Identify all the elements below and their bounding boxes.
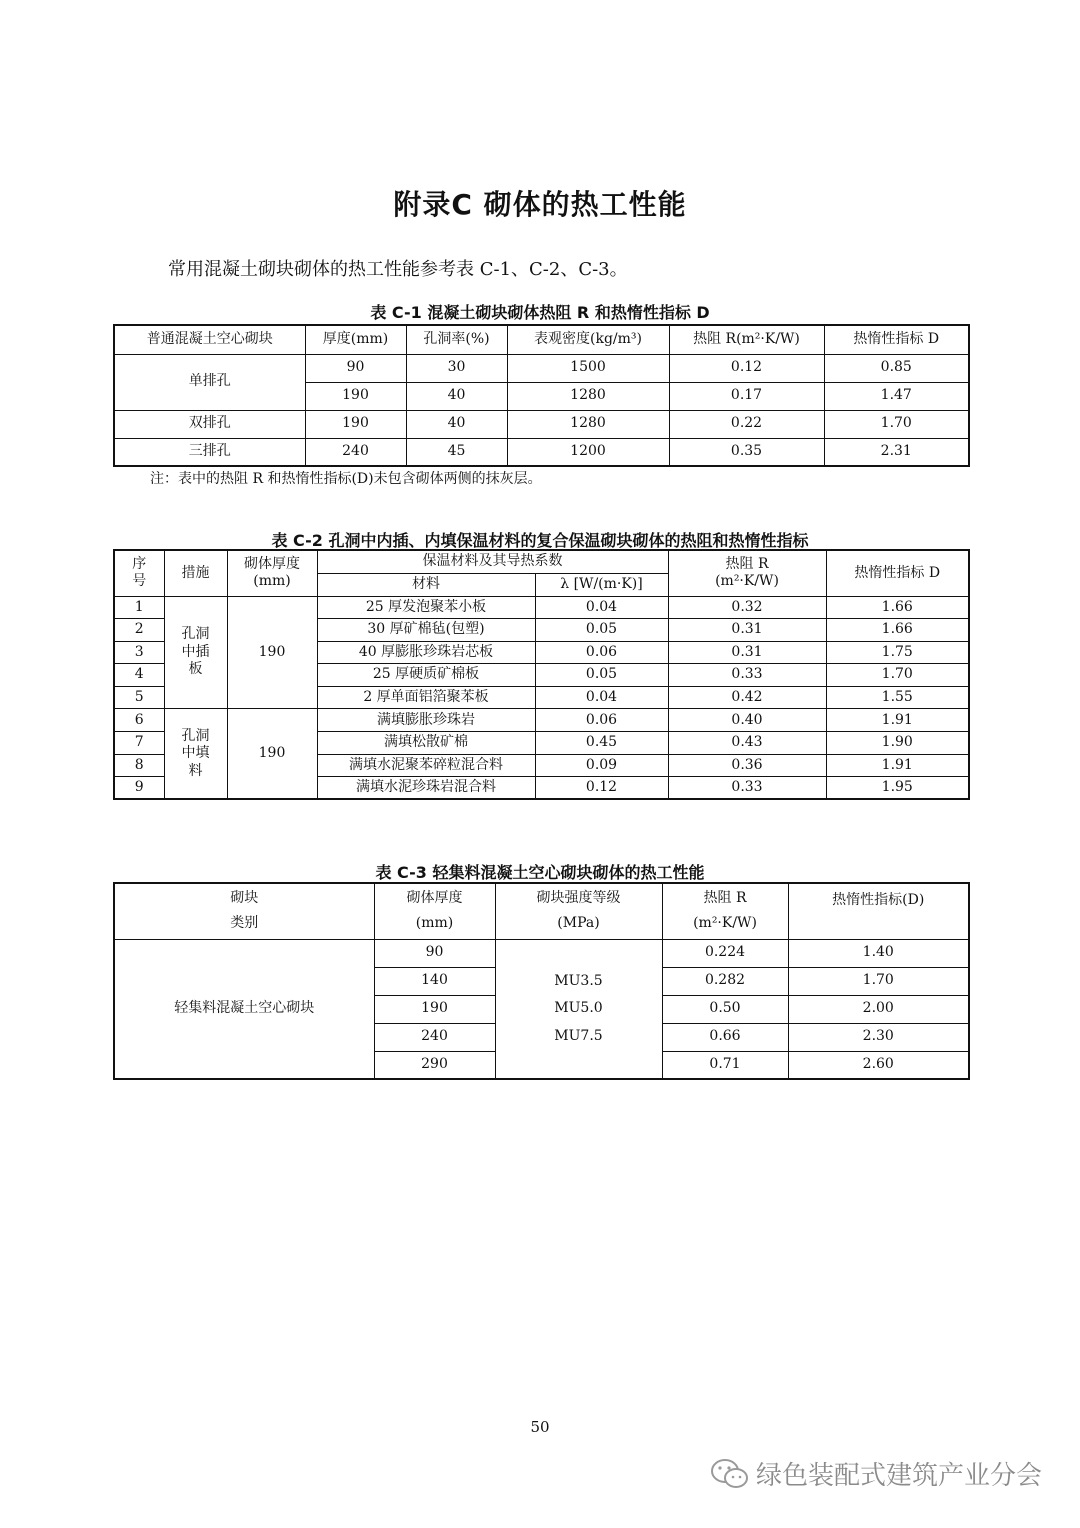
header-lambda: λ [W/(m·K)] bbox=[535, 573, 668, 596]
page-title: 附录C 砌体的热工性能 bbox=[393, 188, 687, 221]
table-cell: 2.00 bbox=[788, 995, 969, 1023]
table-cell: 6 bbox=[114, 709, 164, 732]
table-cell: 90 bbox=[374, 939, 495, 967]
table-cell: 2.30 bbox=[788, 1023, 969, 1051]
table3-header-row bbox=[114, 883, 969, 939]
table-cell: 0.04 bbox=[535, 686, 668, 709]
table-cell: 满填水泥珍珠岩混合料 bbox=[317, 777, 535, 800]
table-cell: 0.85 bbox=[824, 354, 969, 382]
table-cell: 25 厚硬质矿棉板 bbox=[317, 664, 535, 687]
table1-header-cell: 热惰性指标 D bbox=[824, 325, 969, 354]
watermark-text: 绿色装配式建筑产业分会 bbox=[755, 1461, 1042, 1491]
table-cell: 1500 bbox=[507, 354, 669, 382]
table-cell: 0.31 bbox=[668, 641, 826, 664]
table1-header-cell: 热阻 R(m²·K/W) bbox=[669, 325, 824, 354]
table-cell: 0.36 bbox=[668, 754, 826, 777]
header-thickness-label: 砌体厚度 bbox=[406, 889, 463, 906]
table-cell: 190 bbox=[305, 410, 406, 438]
table-cell: 1.95 bbox=[826, 777, 969, 800]
table-cell: 240 bbox=[374, 1023, 495, 1051]
intro-text: 常用混凝土砌块砌体的热工性能参考表 C-1、C-2、C-3。 bbox=[168, 259, 628, 280]
header-category-label: 类别 bbox=[230, 915, 259, 932]
table-cell: 0.06 bbox=[535, 641, 668, 664]
table-cell: 30 bbox=[406, 354, 507, 382]
table-cell: 1.91 bbox=[826, 709, 969, 732]
table-row bbox=[114, 354, 969, 382]
grade-value: MU3.5 bbox=[554, 972, 603, 989]
table-cell: 1.55 bbox=[826, 686, 969, 709]
table-cell: 140 bbox=[374, 967, 495, 995]
table-cell: 1.90 bbox=[826, 732, 969, 755]
header-measure: 措施 bbox=[164, 550, 227, 596]
table-row bbox=[114, 596, 969, 619]
table1-header-row bbox=[114, 325, 969, 354]
header-resistance-label: 热阻 R bbox=[703, 889, 747, 906]
table-cell: 0.42 bbox=[668, 686, 826, 709]
header-grade bbox=[495, 883, 662, 939]
table-cell: 满填膨胀珍珠岩 bbox=[317, 709, 535, 732]
table3 bbox=[113, 882, 970, 1080]
block-type-cell: 单排孔 bbox=[114, 354, 305, 410]
table-cell: 1.70 bbox=[788, 967, 969, 995]
table-cell: 1.40 bbox=[788, 939, 969, 967]
header-resistance bbox=[662, 883, 788, 939]
table-cell: 0.09 bbox=[535, 754, 668, 777]
table-cell: 190 bbox=[305, 382, 406, 410]
table-cell: 0.224 bbox=[662, 939, 788, 967]
table-cell: 290 bbox=[374, 1051, 495, 1079]
wechat-icon bbox=[710, 1457, 750, 1491]
table-cell: 0.45 bbox=[535, 732, 668, 755]
table-cell: 1200 bbox=[507, 438, 669, 466]
header-resistance: 热阻 R (m²·K/W) bbox=[668, 550, 826, 596]
header-block-label: 砌块 bbox=[230, 889, 259, 906]
table-cell: 0.17 bbox=[669, 382, 824, 410]
table-cell: 0.282 bbox=[662, 967, 788, 995]
table1-header-cell: 表观密度(kg/m³) bbox=[507, 325, 669, 354]
block-type-cell: 三排孔 bbox=[114, 438, 305, 466]
table2-header-row bbox=[114, 550, 969, 573]
table-cell: 1 bbox=[114, 596, 164, 619]
block-type-cell: 轻集料混凝土空心砌块 bbox=[114, 939, 374, 1079]
table1-note: 注：表中的热阻 R 和热惰性指标(D)未包含砌体两侧的抹灰层。 bbox=[150, 471, 542, 487]
table1 bbox=[113, 324, 970, 467]
table2 bbox=[113, 549, 970, 800]
table-cell: 1280 bbox=[507, 382, 669, 410]
header-thickness: 砌体厚度(mm) bbox=[227, 550, 317, 596]
table-cell: 25 厚发泡聚苯小板 bbox=[317, 596, 535, 619]
table-cell: 1.66 bbox=[826, 619, 969, 642]
table-cell: 0.22 bbox=[669, 410, 824, 438]
table-cell: 2 厚单面铝箔聚苯板 bbox=[317, 686, 535, 709]
header-material: 材料 bbox=[317, 573, 535, 596]
header-insulation: 保温材料及其导热系数 bbox=[317, 550, 668, 573]
table1-header-cell: 普通混凝土空心砌块 bbox=[114, 325, 305, 354]
table-cell: 90 bbox=[305, 354, 406, 382]
table-cell: 1.66 bbox=[826, 596, 969, 619]
measure-cell: 孔洞中插板 bbox=[164, 596, 227, 709]
table-cell: 0.35 bbox=[669, 438, 824, 466]
table-cell: 3 bbox=[114, 641, 164, 664]
watermark bbox=[710, 1455, 1042, 1492]
header-block bbox=[114, 883, 374, 939]
table-cell: 0.06 bbox=[535, 709, 668, 732]
header-resistance-unit: (m²·K/W) bbox=[693, 915, 757, 932]
table-cell: 40 厚膨胀珍珠岩芯板 bbox=[317, 641, 535, 664]
table-cell: 0.43 bbox=[668, 732, 826, 755]
table-cell: 8 bbox=[114, 754, 164, 777]
grade-cell bbox=[495, 939, 662, 1079]
table-cell: 0.71 bbox=[662, 1051, 788, 1079]
table-cell: 0.40 bbox=[668, 709, 826, 732]
table-cell: 40 bbox=[406, 410, 507, 438]
header-thickness-unit: (mm) bbox=[415, 915, 454, 932]
thickness-cell: 190 bbox=[227, 596, 317, 709]
block-type-cell: 双排孔 bbox=[114, 410, 305, 438]
table-cell: 1.70 bbox=[824, 410, 969, 438]
thickness-cell: 190 bbox=[227, 709, 317, 799]
table-cell: 0.31 bbox=[668, 619, 826, 642]
table2-caption: 表 C-2 孔洞中内插、内填保温材料的复合保温砌块砌体的热阻和热惰性指标 bbox=[271, 531, 809, 550]
table-cell: 1280 bbox=[507, 410, 669, 438]
table-cell: 2 bbox=[114, 619, 164, 642]
table-cell: 0.12 bbox=[669, 354, 824, 382]
table-cell: 4 bbox=[114, 664, 164, 687]
table-cell: 0.50 bbox=[662, 995, 788, 1023]
table-cell: 0.32 bbox=[668, 596, 826, 619]
table-cell: 240 bbox=[305, 438, 406, 466]
table-cell: 1.47 bbox=[824, 382, 969, 410]
header-thickness bbox=[374, 883, 495, 939]
table-cell: 40 bbox=[406, 382, 507, 410]
table1-header-cell: 厚度(mm) bbox=[305, 325, 406, 354]
table-cell: 0.04 bbox=[535, 596, 668, 619]
page-number: 50 bbox=[530, 1418, 550, 1436]
table-cell: 30 厚矿棉毡(包塑) bbox=[317, 619, 535, 642]
header-inertia: 热惰性指标 D bbox=[826, 550, 969, 596]
table-cell: 0.33 bbox=[668, 777, 826, 800]
table-cell: 45 bbox=[406, 438, 507, 466]
table-cell: 2.31 bbox=[824, 438, 969, 466]
table-cell: 190 bbox=[374, 995, 495, 1023]
table1-header-cell: 孔洞率(%) bbox=[406, 325, 507, 354]
table-cell: 2.60 bbox=[788, 1051, 969, 1079]
header-inertia: 热惰性指标(D) bbox=[788, 883, 969, 939]
header-seq: 序号 bbox=[114, 550, 164, 596]
table-cell: 5 bbox=[114, 686, 164, 709]
table-cell: 0.05 bbox=[535, 619, 668, 642]
table-cell: 满填水泥聚苯碎粒混合料 bbox=[317, 754, 535, 777]
table-cell: 0.05 bbox=[535, 664, 668, 687]
measure-cell: 孔洞中填料 bbox=[164, 709, 227, 799]
table-row bbox=[114, 709, 969, 732]
table1-caption: 表 C-1 混凝土砌块砌体热阻 R 和热惰性指标 D bbox=[370, 303, 710, 322]
table-row bbox=[114, 410, 969, 438]
table-cell: 9 bbox=[114, 777, 164, 800]
grade-value: MU5.0 bbox=[554, 1000, 603, 1016]
table-cell: 1.91 bbox=[826, 754, 969, 777]
table-cell: 7 bbox=[114, 732, 164, 755]
table-cell: 1.70 bbox=[826, 664, 969, 687]
table-cell: 满填松散矿棉 bbox=[317, 732, 535, 755]
header-grade-unit: (MPa) bbox=[557, 915, 600, 932]
table-cell: 0.33 bbox=[668, 664, 826, 687]
table-cell: 0.12 bbox=[535, 777, 668, 800]
header-grade-label: 砌块强度等级 bbox=[536, 889, 621, 906]
table-row bbox=[114, 939, 969, 967]
grade-value: MU7.5 bbox=[554, 1027, 603, 1044]
table-cell: 0.66 bbox=[662, 1023, 788, 1051]
table3-caption: 表 C-3 轻集料混凝土空心砌块砌体的热工性能 bbox=[375, 863, 705, 882]
table-row bbox=[114, 438, 969, 466]
table-cell: 1.75 bbox=[826, 641, 969, 664]
